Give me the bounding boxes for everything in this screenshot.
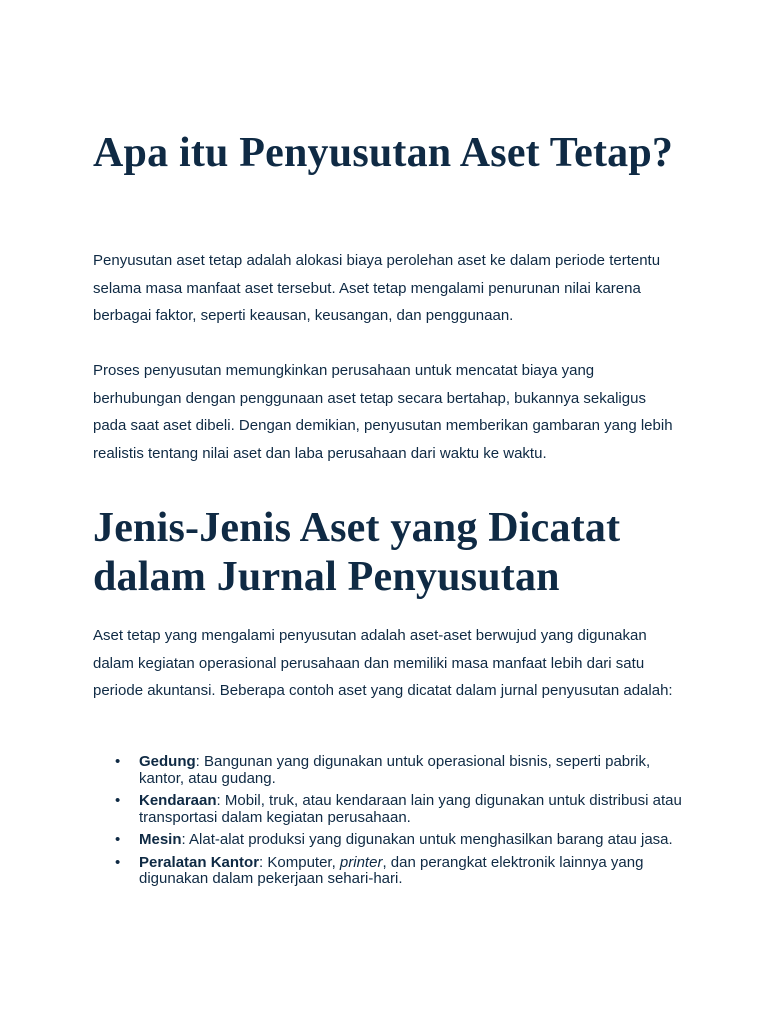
list-item-text: : Mobil, truk, atau kendaraan lain yang digunakan untuk distribusi atau transportasi dalam kegiatan perusahaan. xyxy=(139,792,682,826)
list-item-term: Peralatan Kantor xyxy=(139,853,260,871)
paragraph-asset-types-intro: Aset tetap yang mengalami penyusutan adalah aset-aset berwujud yang digunakan dalam kegiatan operasional perusahaan dan memiliki masa manfaat lebih dari satu periode akuntansi. Beberapa contoh aset yang dicatat dalam jurnal penyusutan adalah: xyxy=(93,627,673,699)
list-item-peralatan-kantor xyxy=(93,855,683,888)
list-item-text: : Bangunan yang digunakan untuk operasional bisnis, seperti pabrik, kantor, atau gudang. xyxy=(139,753,651,787)
heading-penyusutan-aset-tetap: Apa itu Penyusutan Aset Tetap? xyxy=(93,130,674,176)
heading-jenis-aset: Jenis-Jenis Aset yang Dicatat dalam Jurnal Penyusutan xyxy=(93,505,621,600)
bullet-icon: • xyxy=(115,853,121,871)
list-item-term: Gedung xyxy=(139,753,196,770)
list-item-italic: printer xyxy=(339,853,383,871)
bullet-icon: • xyxy=(115,753,121,770)
asset-types-list xyxy=(93,754,683,894)
list-item-mesin xyxy=(93,832,683,849)
list-item-term: Mesin xyxy=(139,831,182,848)
paragraph-process: Proses penyusutan memungkinkan perusahaan untuk mencatat biaya yang berhubungan dengan penggunaan aset tetap secara bertahap, bukannya sekaligus pada saat aset dibeli. Dengan demikian, penyusutan memberikan gambaran yang lebih realistis tentang nilai aset dan laba perusahaan dari waktu ke waktu. xyxy=(93,362,673,462)
list-item-text: : Alat-alat produksi yang digunakan untuk menghasilkan barang atau jasa. xyxy=(181,831,673,848)
list-item-term: Kendaraan xyxy=(139,792,217,809)
list-item-gedung xyxy=(93,754,683,787)
list-item-kendaraan xyxy=(93,793,683,826)
list-item-text: : Komputer, xyxy=(259,853,340,871)
bullet-icon: • xyxy=(115,792,121,809)
paragraph-definition: Penyusutan aset tetap adalah alokasi biaya perolehan aset ke dalam periode tertentu selama masa manfaat aset tersebut. Aset tetap mengalami penurunan nilai karena berbagai faktor, seperti keausan, keusangan, dan penggunaan. xyxy=(93,252,661,324)
bullet-icon: • xyxy=(115,831,121,848)
list-item-text-after: , dan perangkat elektronik lainnya yang digunakan dalam pekerjaan sehari-hari. xyxy=(139,853,644,887)
